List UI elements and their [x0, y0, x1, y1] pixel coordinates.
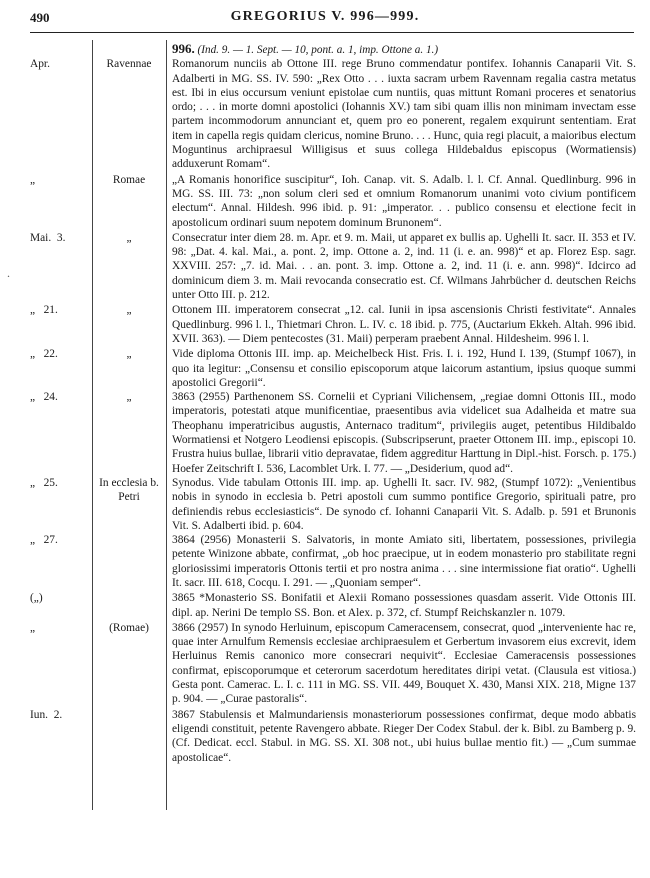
row-place: „ — [126, 231, 132, 244]
table-row — [0, 303, 650, 346]
row-date: Mai. 3. — [30, 231, 66, 244]
entry-table — [0, 42, 650, 765]
row-place: (Romae) — [109, 621, 149, 634]
row-place — [92, 591, 166, 620]
row-place — [92, 708, 166, 765]
entry-number: 996. — [172, 41, 195, 56]
row-text: Consecratur inter diem 28. m. Apr. et 9. m. Maii, ut apparet ex bullis ap. Ughelli It. sacr. II. 353 et IV. 98: „Dat. 4. kal. Mai., a. pont. 2, imp. Ottone a. 2, ind. 11 (i. e. an. 998)“ et ap. Florez Esp. sagr. XXVIII. 257: „7. id. Mai. . . an. pont. 3. imp. Ottone a. 2, ind. 11 (i. e. ann. 998)“. Idcirco ad dominicum diem 3. m. Maii revocanda consecratio est. Cf. Wilmans Jahrbücher d. deutschen Reichs unter Otto III. p. 212. — [172, 231, 636, 302]
row-place: „ — [126, 348, 132, 361]
running-title: GREGORIUS V. 996—999. — [230, 9, 420, 24]
table-row — [0, 57, 650, 171]
row-place: Romae — [112, 173, 146, 186]
row-place — [92, 533, 166, 590]
row-place: „ — [126, 391, 132, 404]
row-date: „ 22. — [30, 348, 58, 361]
row-place: Ravennae — [106, 58, 152, 71]
row-date: „ — [30, 621, 36, 634]
header-rule — [30, 32, 634, 33]
table-row — [0, 390, 650, 476]
row-text: Synodus. Vide tabulam Ottonis III. imp. ap. Ughelli It. sacr. IV. 982, (Stumpf 1072): „Venientibus nobis in synodo in ecclesia b. Petri apostoli cum summo pontifice Gregorio, spirituali patre, pro definiendis rebus ecclesiasticis“. De synodo cf. Iohanni Canaparii Vit. S. Adalb. p. 591 et Brunonis Vit. S. Adalberti ibid. p. 604. — [172, 476, 636, 532]
table-row — [0, 708, 650, 765]
row-text: 3866 (2957) In synodo Herluinum, episcopum Cameracensem, consecrat, quod „interveniente hac re, quae inter Arnulfum Remensis ecclesiae archipraesulem et Gerbertum invasorem eius excrevit, idem Herluinus Remis canonico more consecrari nequivit“. Ecclesiae Cameracensis possessiones confirmat, episcoporumque et ceterorum sacerdotum hereditates diripi vetat. (Clausula est vitiosa.) Gesta pont. Camerac. L. I. c. 111 in MG. SS. VII. 449, Bouquet X. 430, Mansi XIX. 218, Migne 137 p. 904. — „Curae pastoralis“. — [172, 621, 636, 706]
page-number: 490 — [30, 10, 50, 25]
entry-info: (Ind. 9. — 1. Sept. — 10, pont. a. 1, imp. Ottone a. 1.) — [197, 44, 439, 56]
row-date: „ 27. — [30, 534, 58, 547]
entry-head — [0, 42, 650, 57]
row-text: Ottonem III. imperatorem consecrat „12. cal. Iunii in ipsa ascensionis Christi festivitate“. Annales Quedlinburg. 996 l. l., Thietmari Chron. L. IV. c. 18 ibid. p. 775, (Auctarium Ekkeh. Altah. 996 ibid. XVII. 363). — Diem pentecostes (31. Maii) perperam praebent Annal. Hildesheim. 996 l. l. — [172, 304, 636, 345]
row-date: Apr. — [30, 58, 50, 71]
table-row — [0, 231, 650, 302]
row-date: „ 25. — [30, 476, 58, 489]
row-date: „ 21. — [30, 304, 58, 317]
table-row — [0, 347, 650, 390]
margin-mark: . — [7, 266, 10, 280]
running-header — [0, 0, 650, 30]
row-text: 3867 Stabulensis et Malmundariensis monasteriorum possessiones confirmat, deque modo abbatis eligendi constituit, petente Ravengero abbate. Rieger Der Codex Stabul. der k. Bibl. zu Bamberg p. 9. (Cf. Dedicat. eccl. Stabul. in MG. SS. XI. 308 not., ubi huius bullae mentio fit.) — „Cum summae apostolicae“. — [172, 708, 636, 764]
table-row — [0, 591, 650, 620]
row-date: Iun. 2. — [30, 708, 63, 721]
row-text: 3863 (2955) Parthenonem SS. Cornelii et Cypriani Vilichensem, „regiae domni Ottonis III., modo imperatoris, potestati atque munificentiae, praesentibus avia videlicet sua Adalheida et matre sua Theophanu imperatricibus augustis, Anternaco traditum“, privilegiis auget, petentibus Hildibaldo Wormatiensi et Notgero Leodiensi episcopis. (Subscripserunt, praeter Ottonem III. imp., episcopi 10. Frustra huius bullae, librarii vitio depravatae, fidem aggreditur Harttung in Dipl.-hist. Forsch. p. 175.) Hoefer Zeitschrift I. 536, Lacomblet Urk. I. 77. — „Desiderium, quod ad“. — [172, 391, 636, 475]
row-text: Romanorum nunciis ab Ottone III. rege Bruno commendatur pontifex. Iohannis Canaparii Vit. S. Adalberti in MG. SS. IV. 590: „Rex Otto . . . iuxta sacram urbem Ravennam regalia castra metatus est. Ibi in eius occursum veniunt epistolae cum nuntiis, quas mittunt Romani proceres et senatorius ordo; . . . in morte domni apostolici (Iohannis XV.) tam sibi quam illis non minimam invectam esse partem incommodorum annunciant et, quem pro eo ponerent, regalem exquirunt sententiam. Erat item in capella regis quidam clericus, nomine Bruno. . . . Hunc, quia regi placuit, a maioribus electum Moguntinus archipraesul Willigisus et suus collega Hildebaldus episcopus (Wormatiensis) adduxerunt Romam“. — [172, 58, 636, 171]
row-text: Vide diploma Ottonis III. imp. ap. Meichelbeck Hist. Fris. I. i. 192, Hund I. 139, (Stumpf 1067), in quo ita legitur: „Consensu et consilio episcoporum atque laicorum astantium, ipsius quoque summi apostolici Gregorii“. — [172, 348, 636, 389]
row-text: 3864 (2956) Monasterii S. Salvatoris, in monte Amiato siti, libertatem, possessiones, privilegia petente Winizone abbate, confirmat, „ob hoc praecipue, ut in eodem monasterio pro stabilitate regni gloriosissimi imperatoris Ottonis tertii et pro nostra anima . . . sine intermissione fiat oratio“. Ughelli It. sacr. III. 618, Cocqu. I. 291. — „Quoniam semper“. — [172, 534, 636, 589]
row-date: „ — [30, 173, 36, 186]
row-text: 3865 *Monasterio SS. Bonifatii et Alexii Romano possessiones quasdam asserit. Vide Ottonis III. dipl. ap. Nerini De templo SS. Bon. et Alex. p. 372, cf. Stumpf Reichskanzler n. 1079. — [172, 592, 636, 619]
row-place: In ecclesia b. Petri — [99, 476, 159, 504]
row-place: „ — [126, 304, 132, 317]
table-row — [0, 476, 650, 533]
table-row — [0, 621, 650, 707]
table-row — [0, 173, 650, 230]
row-text: „A Romanis honorifice suscipitur“, Ioh. Canap. vit. S. Adalb. l. l. Cf. Annal. Quedlinburg. 996 in MG. SS. III. 73: „non solum cleri sed et omnium Romanorum unanimi voto civium pontificem electum“. Annal. Hildesh. 996 ibid. p. 91: „imperator. . . publico consensu et electione fecit in apostolicum ordinari suum nepotem dominum Brunonem“. — [172, 173, 636, 229]
table-row — [0, 533, 650, 590]
row-date: „ 24. — [30, 391, 58, 404]
row-date: („) — [30, 592, 43, 605]
